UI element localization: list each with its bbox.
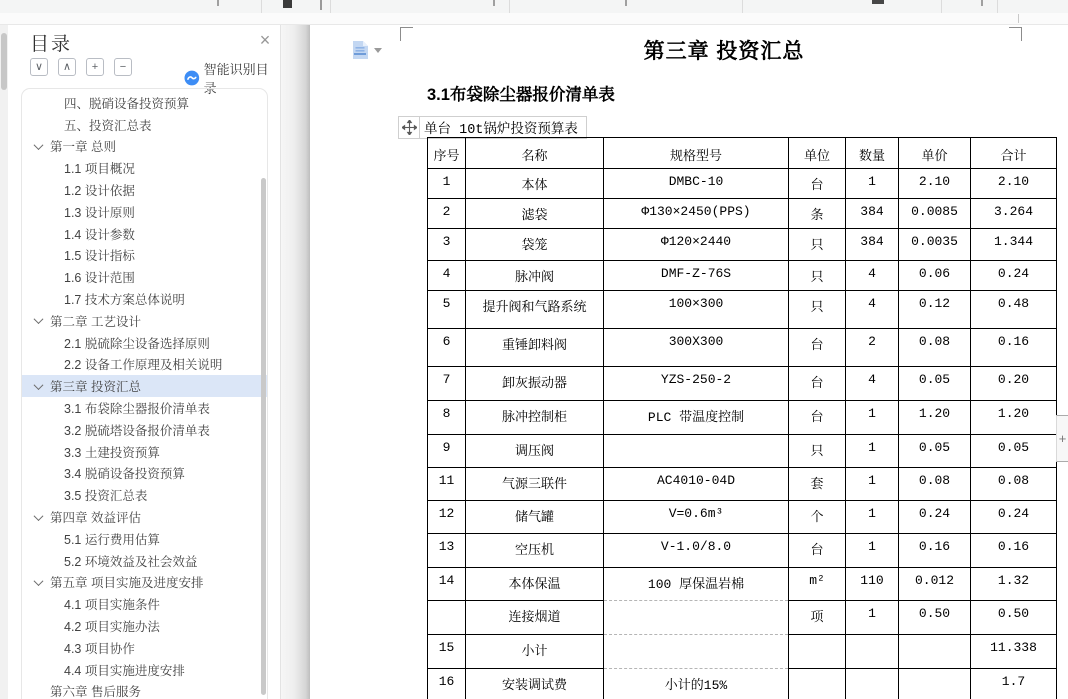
table-cell [604,601,789,635]
table-cell: 0.06 [899,261,971,291]
table-cell: 384 [846,229,899,261]
table-cell: m² [789,568,846,601]
paragraph-style-badge[interactable] [352,40,382,60]
table-cell: 1 [846,601,899,635]
table-cell: 1 [846,534,899,568]
table-header-cell: 数量 [846,138,899,169]
toc-item-label: 第二章 工艺设计 [50,314,141,329]
toc-item-label: 5.1 运行费用估算 [64,532,160,547]
table-cell: 0.0085 [899,199,971,229]
toc-item-label: 1.7 技术方案总体说明 [64,293,185,308]
table-row [428,261,1057,291]
table-cell: 1 [846,169,899,199]
table-row [428,329,1057,367]
table-cell: 11.338 [971,635,1057,669]
table-cell: 0.24 [899,501,971,534]
table-cell: 连接烟道 [466,601,604,635]
table-cell: 0.08 [971,468,1057,501]
table-header-cell: 规格型号 [604,138,789,169]
toc-item-label: 1.4 设计参数 [64,227,135,242]
table-cell: 0.50 [899,601,971,635]
toc-item[interactable] [22,615,267,637]
toc-item[interactable] [22,92,267,114]
toc-item[interactable] [22,397,267,419]
toc-scrollbar-thumb[interactable] [261,178,266,695]
toc-item-label: 3.3 土建投资预算 [64,445,160,460]
table-cell: Φ130×2450(PPS) [604,199,789,229]
toolbar-icon-fragment [283,0,292,8]
table-cell: 0.08 [899,329,971,367]
table-cell: 15 [428,635,466,669]
table-row [428,401,1057,435]
toc-item[interactable] [22,419,267,441]
toc-item-label: 第六章 售后服务 [50,685,141,699]
toc-item[interactable] [22,441,267,463]
table-cell [899,635,971,669]
table-cell: 384 [846,199,899,229]
collapsed-panel-toggle[interactable]: + [1056,415,1068,462]
table-cell: 0.05 [899,367,971,401]
table-row [428,199,1057,229]
table-cell: V=0.6m³ [604,501,789,534]
table-cell: 1 [428,169,466,199]
table-cell: 4 [846,367,899,401]
table-cell: 个 [789,501,846,534]
toolbar-icon-fragment [493,0,495,6]
chevron-down-icon[interactable] [34,511,44,521]
toc-item-label: 四、脱硝设备投资预算 [64,96,190,111]
table-cell: DMF-Z-76S [604,261,789,291]
toc-item[interactable] [22,681,267,699]
toc-item-label: 1.6 设计范围 [64,271,135,286]
table-cell: 8 [428,401,466,435]
toc-item-label: 1.3 设计原则 [64,205,135,220]
toc-item[interactable] [22,637,267,659]
table-cell: YZS-250-2 [604,367,789,401]
table-cell: 0.16 [971,329,1057,367]
toc-item[interactable] [22,136,267,158]
table-cell: 只 [789,261,846,291]
toc-item-label: 五、投资汇总表 [64,118,152,133]
table-cell: 100 厚保温岩棉 [604,568,789,601]
table-cell: 110 [846,568,899,601]
table-cell: 0.08 [899,468,971,501]
toolbar-band [0,0,1068,13]
chevron-down-button[interactable]: ∨ [30,58,48,76]
table-row [428,601,1057,635]
table-cell: AC4010-04D [604,468,789,501]
close-icon[interactable]: × [259,30,271,50]
table-cell: 0.12 [899,291,971,329]
table-cell: 本体保温 [466,568,604,601]
toc-toolbar [30,58,132,78]
table-cell: 提升阀和气路系统 [466,291,604,329]
toc-item[interactable] [22,528,267,550]
toolbar-icon-fragment [1018,14,1019,23]
table-cell: 1.32 [971,568,1057,601]
table-cell: 储气罐 [466,501,604,534]
toolbar-divider [742,0,743,13]
table-cell: 4 [846,291,899,329]
toolbar-divider [330,0,331,13]
table-cell: 300X300 [604,329,789,367]
toc-item[interactable] [22,114,267,136]
left-edge-strip [0,25,8,699]
table-header-cell: 合计 [971,138,1057,169]
document-icon [352,40,369,60]
table-cell: 0.0035 [899,229,971,261]
table-cell: 台 [789,329,846,367]
table-cell: 0.012 [899,568,971,601]
toc-item-label: 5.2 环境效益及社会效益 [64,554,198,569]
collapse-all-button[interactable]: − [114,58,132,76]
move-arrows-icon [402,120,417,135]
toc-item-label: 3.1 布袋除尘器报价清单表 [64,402,210,417]
table-cell: 1.20 [899,401,971,435]
table-cell: Φ120×2440 [604,229,789,261]
table-cell: 气源三联件 [466,468,604,501]
expand-all-button[interactable]: + [86,58,104,76]
toc-item[interactable] [22,506,267,528]
toc-item-label: 2.2 设备工作原理及相关说明 [64,358,223,373]
table-cell: 2 [846,329,899,367]
table-header-cell: 单位 [789,138,846,169]
panel-drag-handle[interactable] [1,33,7,90]
table-cell: 6 [428,329,466,367]
table-cell: 1.20 [971,401,1057,435]
table-cell: 条 [789,199,846,229]
table-cell: 11 [428,468,466,501]
table-cell: 0.05 [899,435,971,468]
table-cell: 2.10 [899,169,971,199]
table-cell [789,635,846,669]
table-cell: 0.16 [899,534,971,568]
toc-item[interactable] [22,288,267,310]
clipped-toolbar [0,0,1068,25]
toc-item[interactable] [22,375,267,397]
toc-item-label: 1.1 项目概况 [64,162,135,177]
table-row [428,367,1057,401]
toc-item[interactable] [22,593,267,615]
table-cell: 0.48 [971,291,1057,329]
table-cell: 4 [846,261,899,291]
toolbar-divider [509,0,510,13]
table-caption-box [398,116,587,139]
table-cell: 7 [428,367,466,401]
table-cell: 0.16 [971,534,1057,568]
table-cell: 项 [789,601,846,635]
table-cell [846,669,899,699]
toc-list [21,88,268,699]
smart-recognize-label: 智能识别目录 [203,62,269,96]
table-cell: 滤袋 [466,199,604,229]
chevron-down-icon[interactable] [34,576,44,586]
table-row [428,435,1057,468]
table-header-cell: 单价 [899,138,971,169]
toolbar-icon-fragment [217,0,219,6]
table-row [428,169,1057,199]
table-cell: 只 [789,435,846,468]
table-cell: 只 [789,291,846,329]
table-cell: 2.10 [971,169,1057,199]
toc-sidebar [8,25,280,699]
table-cell: 袋笼 [466,229,604,261]
toc-item[interactable] [22,550,267,572]
toolbar-icon-fragment [625,0,627,6]
table-cell: 小计的15% [604,669,789,699]
toc-item[interactable] [22,484,267,506]
toc-item[interactable] [22,659,267,681]
chevron-down-icon[interactable] [34,314,44,324]
toc-item[interactable] [22,245,267,267]
table-row [428,229,1057,261]
table-caption: 单台 10t锅炉投资预算表 [424,123,578,138]
table-cell: 安装调试费 [466,669,604,699]
chevron-up-button[interactable]: ∧ [58,58,76,76]
toc-item-label: 1.5 设计指标 [64,249,135,264]
table-cell: 1 [846,401,899,435]
table-cell: 9 [428,435,466,468]
table-header-cell: 名称 [466,138,604,169]
table-cell [604,435,789,468]
toc-item-label: 第四章 效益评估 [50,511,141,526]
toc-item-label: 3.2 脱硫塔设备报价清单表 [64,423,210,438]
toc-item[interactable] [22,223,267,245]
table-cell: 14 [428,568,466,601]
table-cell: 台 [789,401,846,435]
table-cell: 4 [428,261,466,291]
table-cell [899,669,971,699]
toc-item-label: 第三章 投资汇总 [50,380,141,395]
table-cell: 卸灰振动器 [466,367,604,401]
table-row [428,468,1057,501]
table-cell: 1 [846,468,899,501]
document-page [310,25,1068,699]
table-cell [789,669,846,699]
table-cell [428,601,466,635]
table-cell: 空压机 [466,534,604,568]
toc-item-label: 4.1 项目实施条件 [64,598,160,613]
table-cell: 小计 [466,635,604,669]
table-cell: 台 [789,169,846,199]
table-cell: 1.344 [971,229,1057,261]
table-cell: 0.05 [971,435,1057,468]
toc-item-label: 2.1 脱硫除尘设备选择原则 [64,336,210,351]
toc-item-label: 第五章 项目实施及进度安排 [50,576,204,591]
table-cell: 12 [428,501,466,534]
chevron-down-icon[interactable] [34,140,44,150]
table-cell: 重锤卸料阀 [466,329,604,367]
table-row [428,501,1057,534]
table-cell: 2 [428,199,466,229]
table-cell: 调压阀 [466,435,604,468]
chapter-title: 第三章 投资汇总 [643,40,805,63]
toc-item[interactable] [22,266,267,288]
toc-item[interactable] [22,332,267,354]
toc-item[interactable] [22,572,267,594]
table-row [428,669,1057,699]
table-cell: 0.20 [971,367,1057,401]
table-cell: 台 [789,534,846,568]
toc-item-label: 4.2 项目实施办法 [64,620,160,635]
table-cell: 脉冲控制柜 [466,401,604,435]
toc-item[interactable] [22,463,267,485]
toc-item-label: 第一章 总则 [50,140,116,155]
ai-cloud-icon [184,70,200,86]
toolbar-divider [261,0,262,13]
table-cell: PLC 带温度控制 [604,401,789,435]
table-cell: 3.264 [971,199,1057,229]
section-title: 3.1布袋除尘器报价清单表 [427,86,615,104]
table-cell: 0.24 [971,501,1057,534]
table-cell: 台 [789,367,846,401]
table-cell [604,635,789,669]
table-row [428,568,1057,601]
toc-item[interactable] [22,354,267,376]
table-cell: 1 [846,501,899,534]
table-cell: 1.7 [971,669,1057,699]
table-cell: 脉冲阀 [466,261,604,291]
table-cell: 5 [428,291,466,329]
table-cell: 3 [428,229,466,261]
toolbar-icon-fragment [872,0,884,4]
toc-item-label: 4.3 项目协作 [64,641,135,656]
toolbar-icon-fragment [981,0,983,6]
table-cell: 0.50 [971,601,1057,635]
chevron-down-icon[interactable] [34,380,44,390]
toolbar-icon-fragment [320,0,322,10]
page-gap-shadow [280,25,310,699]
toc-item-label: 4.4 项目实施进度安排 [64,663,185,678]
table-cell: 100×300 [604,291,789,329]
table-cell [846,635,899,669]
table-cell: 套 [789,468,846,501]
table-row [428,534,1057,568]
table-cell: 0.24 [971,261,1057,291]
toc-item-label: 3.4 脱硝设备投资预算 [64,467,185,482]
investment-table [427,137,1057,699]
table-move-handle[interactable] [399,117,420,138]
toc-item[interactable] [22,310,267,332]
table-cell: 13 [428,534,466,568]
table-cell: 1 [846,435,899,468]
table-cell: 16 [428,669,466,699]
table-header-row [428,138,1057,169]
toc-item-label: 1.2 设计依据 [64,184,135,199]
table-cell: 本体 [466,169,604,199]
toc-item[interactable] [22,201,267,223]
toc-item[interactable] [22,157,267,179]
toolbar-divider [997,0,998,13]
table-header-cell: 序号 [433,149,460,164]
toolbar-divider [941,0,942,13]
toc-item-label: 3.5 投资汇总表 [64,489,148,504]
table-cell: 只 [789,229,846,261]
table-cell: V-1.0/8.0 [604,534,789,568]
toc-panel-title: 目录 [30,34,73,55]
table-row [428,635,1057,669]
table-cell: DMBC-10 [604,169,789,199]
toc-item[interactable] [22,179,267,201]
table-row [428,291,1057,329]
